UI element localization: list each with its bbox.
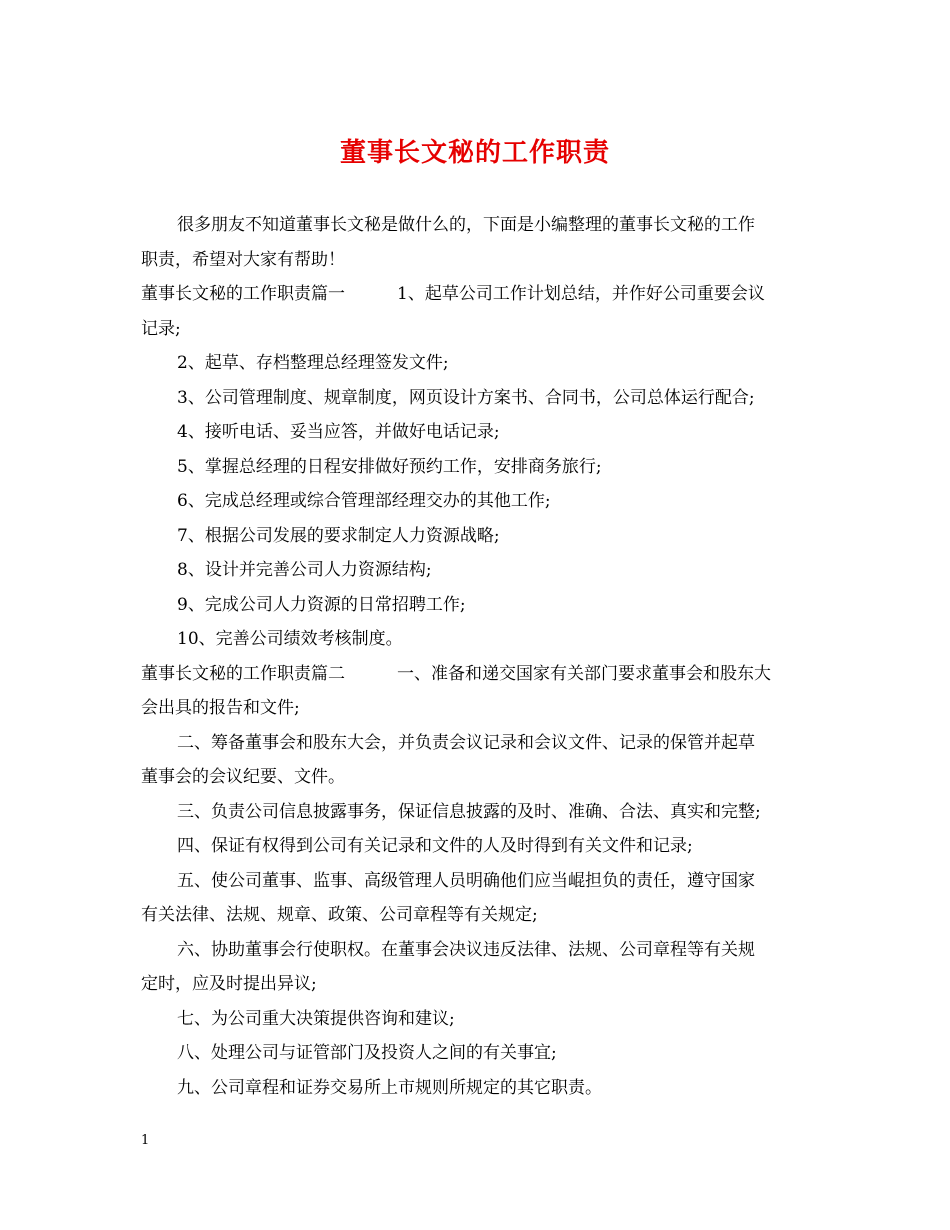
document-title: 董事长文秘的工作职责	[339, 138, 610, 168]
section1-item: 3、公司管理制度、规章制度，网页设计方案书、合同书，公司总体运行配合;	[177, 387, 755, 408]
section2-first-item: 一、准备和递交国家有关部门要求董事会和股东大	[397, 663, 771, 684]
section2-line: 九、公司章程和证券交易所上市规则所规定的其它职责。	[177, 1077, 602, 1098]
section1-item: 9、完成公司人力资源的日常招聘工作;	[177, 594, 466, 615]
section1-heading-line	[141, 277, 813, 312]
section2-line: 四、保证有权得到公司有关记录和文件的人及时得到有关文件和记录;	[177, 836, 693, 856]
section1-item: 10、完善公司绩效考核制度。	[177, 629, 403, 649]
section1-item: 7、根据公司发展的要求制定人力资源战略;	[177, 525, 500, 546]
section1-first-item-cont: 记录;	[141, 318, 181, 339]
section1-item: 8、设计并完善公司人力资源结构;	[177, 560, 432, 580]
section2-line: 八、处理公司与证管部门及投资人之间的有关事宜;	[177, 1043, 557, 1063]
section1-heading: 董事长文秘的工作职责篇一	[141, 284, 345, 304]
page-number: 1	[141, 1133, 150, 1148]
section2-line: 定时，应及时提出异议;	[141, 974, 317, 994]
section1-item: 4、接听电话、妥当应答，并做好电话记录;	[177, 422, 500, 442]
section2-line: 二、筹备董事会和股东大会，并负责会议记录和会议文件、记录的保管并起草	[177, 732, 755, 753]
section2-line: 三、负责公司信息披露事务，保证信息披露的及时、准确、合法、真实和完整;	[177, 801, 761, 822]
section1-item: 6、完成总经理或综合管理部经理交办的其他工作;	[177, 491, 551, 511]
section1-item: 2、起草、存档整理总经理签发文件;	[177, 353, 449, 373]
section2-line: 六、协助董事会行使职权。在董事会决议违反法律、法规、公司章程等有关规	[177, 939, 755, 960]
section2-heading-line	[141, 657, 813, 692]
document-body	[141, 208, 813, 1105]
section1-first-item: 1、起草公司工作计划总结，并作好公司重要会议	[397, 284, 765, 304]
section1-item: 5、掌握总经理的日程安排做好预约工作，安排商务旅行;	[177, 456, 602, 477]
intro-line: 职责，希望对大家有帮助！	[141, 249, 345, 270]
section2-first-item-cont: 会出具的报告和文件;	[141, 698, 300, 718]
intro-line: 很多朋友不知道董事长文秘是做什么的，下面是小编整理的董事长文秘的工作	[177, 215, 755, 235]
section2-line: 七、为公司重大决策提供咨询和建议;	[177, 1008, 455, 1029]
section2-line: 有关法律、法规、规章、政策、公司章程等有关规定;	[141, 905, 538, 925]
section2-line: 董事会的会议纪要、文件。	[141, 767, 345, 787]
section2-line: 五、使公司董事、监事、高级管理人员明确他们应当崐担负的责任，遵守国家	[177, 870, 755, 891]
section2-heading: 董事长文秘的工作职责篇二	[141, 663, 345, 684]
